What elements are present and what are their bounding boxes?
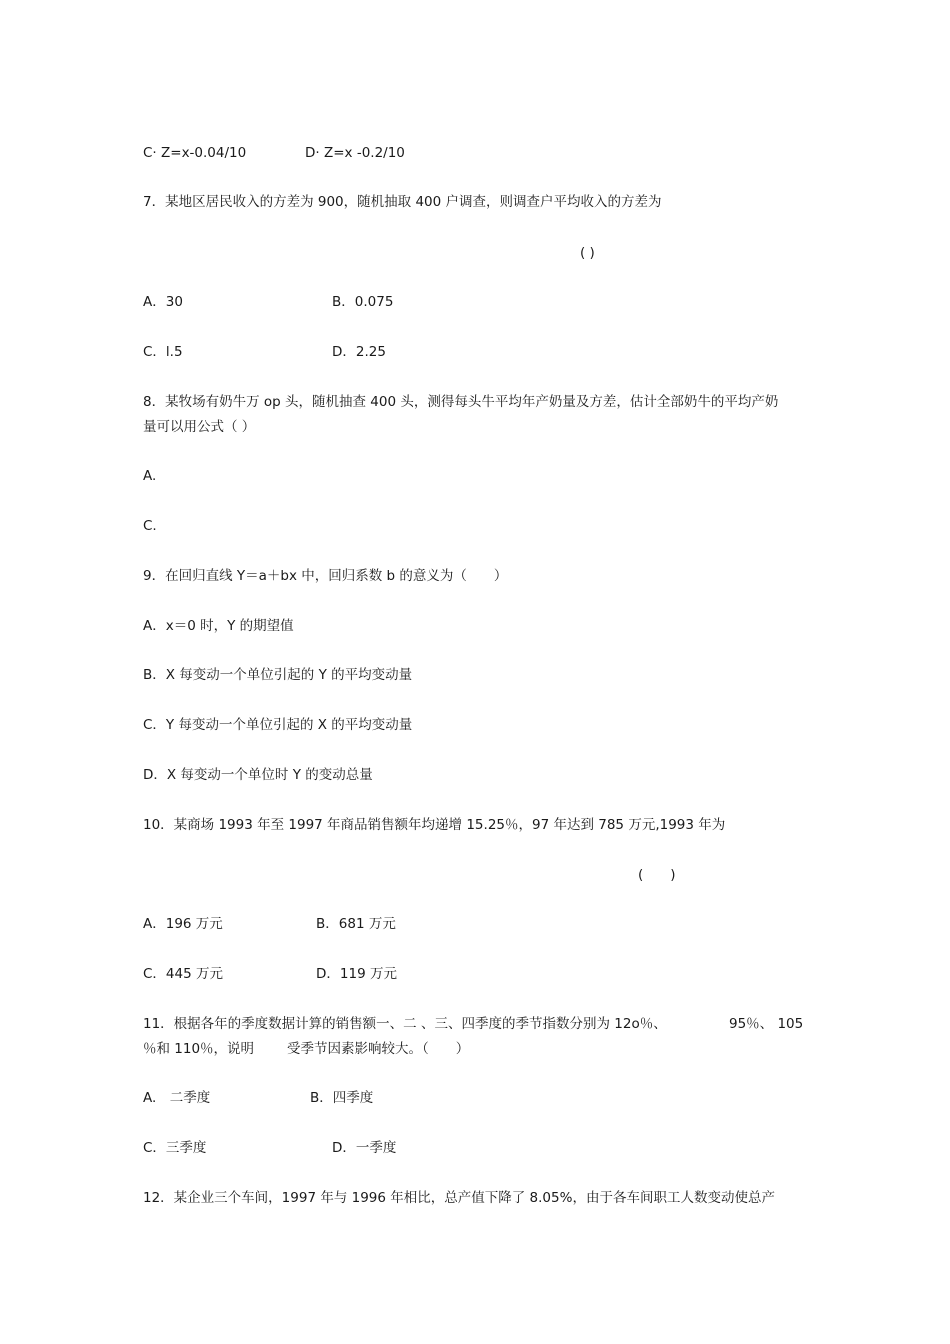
q7-option-a: A．30 [143, 294, 183, 310]
q10-answer-blank: ( ) [638, 867, 676, 883]
q8-option-a: A. [143, 468, 157, 484]
q11-option-a: A. 二季度 [143, 1090, 211, 1106]
q7-stem: 7．某地区居民收入的方差为 900，随机抽取 400 户调查，则调查户平均收入的方差为 [143, 194, 662, 210]
q11-stem-line-2: ％和 110％，说明 [143, 1041, 255, 1057]
q8-stem-line-1: 8．某牧场有奶牛万 op 头，随机抽查 400 头，测得每头牛平均年产奶量及方差，估计全部奶牛的平均产奶 [143, 394, 779, 410]
q9-option-a: A．x＝0 时，Y 的期望值 [143, 618, 294, 634]
q11-option-d: D．一季度 [332, 1140, 397, 1156]
q9-option-d: D．X 每变动一个单位时 Y 的变动总量 [143, 767, 373, 783]
q7-option-d: D．2.25 [332, 344, 386, 360]
q7-option-c: C．l.5 [143, 344, 183, 360]
q6-option-d: D· Z=x -0.2/10 [305, 145, 405, 161]
q11-option-b: B．四季度 [310, 1090, 374, 1106]
q10-option-d: D．119 万元 [316, 966, 397, 982]
q11-stem-line-1: 11．根据各年的季度数据计算的销售额一、二 、三、四季度的季节指数分别为 12o％、 [143, 1016, 667, 1032]
q11-stem-line-2-tail: 受季节因素影响较大。（ ） [287, 1041, 470, 1057]
q11-stem-line-1-tail: 95％、 105 [729, 1016, 804, 1032]
q8-option-c: C. [143, 518, 157, 534]
q8-stem-line-2: 量可以用公式（ ） [143, 419, 256, 435]
q11-option-c: C．三季度 [143, 1140, 207, 1156]
q10-option-b: B．681 万元 [316, 916, 396, 932]
q12-stem: 12．某企业三个车间，1997 年与 1996 年相比，总产值下降了 8.05%，由于各车间职工人数变动使总产 [143, 1190, 775, 1206]
q10-stem: 10．某商场 1993 年至 1997 年商品销售额年均递增 15.25％，97 年达到 785 万元,1993 年为 [143, 817, 726, 833]
q7-answer-blank: ( ) [580, 245, 595, 261]
q7-option-b: B．0.075 [332, 294, 394, 310]
q10-option-a: A．196 万元 [143, 916, 223, 932]
q9-option-c: C．Y 每变动一个单位引起的 X 的平均变动量 [143, 717, 413, 733]
q9-option-b: B．X 每变动一个单位引起的 Y 的平均变动量 [143, 667, 413, 683]
q6-option-c: C· Z=x-0.04/10 [143, 145, 247, 161]
q10-option-c: C．445 万元 [143, 966, 223, 982]
q9-stem: 9．在回归直线 Y＝a＋bx 中，回归系数 b 的意义为（ ） [143, 568, 508, 584]
